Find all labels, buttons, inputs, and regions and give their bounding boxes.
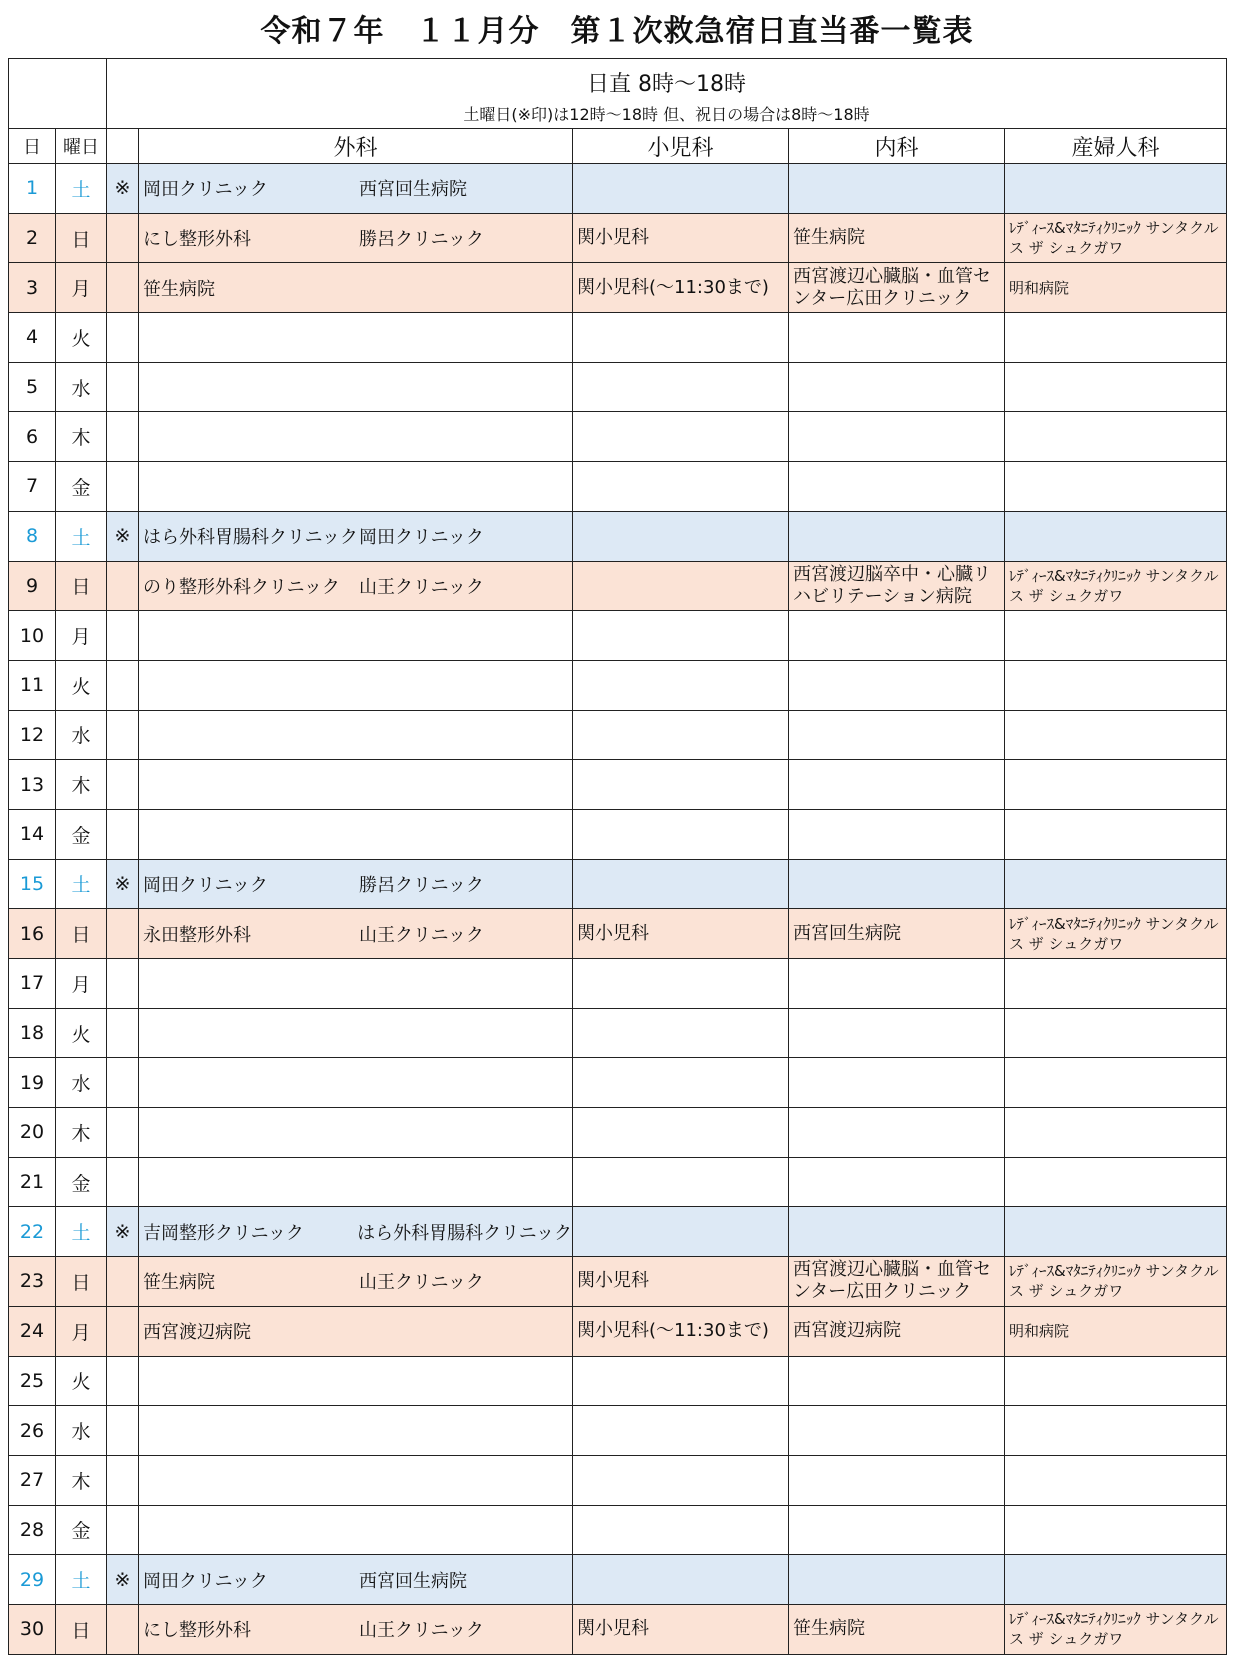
table-row — [9, 213, 1227, 263]
saturday-mark — [107, 809, 139, 859]
surgery-cell — [139, 1555, 573, 1605]
weekday: 月 — [56, 263, 107, 313]
pediatrics-cell — [573, 1505, 789, 1555]
pediatrics-cell — [573, 660, 789, 710]
day-number: 13 — [9, 760, 56, 810]
obgyn-cell — [1005, 1555, 1227, 1605]
weekday: 月 — [56, 959, 107, 1009]
surgery-cell — [139, 1257, 573, 1307]
pediatrics-cell — [573, 313, 789, 363]
internal-cell — [789, 660, 1005, 710]
saturday-mark — [107, 959, 139, 1009]
surgery-clinic-1: 永田整形外科 — [143, 924, 251, 946]
header-day: 日 — [9, 129, 56, 164]
table-row — [9, 1157, 1227, 1207]
internal-cell — [789, 959, 1005, 1009]
surgery-clinic-2: はら外科胃腸科クリニック — [357, 1222, 572, 1244]
surgery-cell — [139, 611, 573, 661]
table-row — [9, 561, 1227, 611]
surgery-clinic-1: 笹生病院 — [143, 278, 215, 300]
obgyn-cell: ﾚﾃﾞｨｰｽ&ﾏﾀﾆﾃｨｸﾘﾆｯｸ サンタクルス ザ シュクガワ — [1005, 1257, 1227, 1307]
day-number: 12 — [9, 710, 56, 760]
obgyn-cell — [1005, 462, 1227, 512]
day-number: 19 — [9, 1058, 56, 1108]
day-number: 1 — [9, 164, 56, 214]
pediatrics-cell: 関小児科 — [573, 213, 789, 263]
header-surgery: 外科 — [139, 129, 573, 164]
day-number: 6 — [9, 412, 56, 462]
surgery-clinic-2: 山王クリニック — [359, 924, 484, 946]
internal-cell: 西宮渡辺心臓脳・血管センター広田クリニック — [789, 263, 1005, 313]
pediatrics-cell — [573, 959, 789, 1009]
day-number: 7 — [9, 462, 56, 512]
header-internal: 内科 — [789, 129, 1005, 164]
surgery-clinic-2: 岡田クリニック — [359, 527, 484, 549]
surgery-cell — [139, 1406, 573, 1456]
day-number: 18 — [9, 1008, 56, 1058]
saturday-mark — [107, 1008, 139, 1058]
table-row — [9, 164, 1227, 214]
weekday: 土 — [56, 1207, 107, 1257]
table-row — [9, 1505, 1227, 1555]
weekday: 木 — [56, 1455, 107, 1505]
obgyn-cell — [1005, 412, 1227, 462]
surgery-cell — [139, 1505, 573, 1555]
day-number: 20 — [9, 1108, 56, 1158]
surgery-cell — [139, 462, 573, 512]
saturday-mark — [107, 1157, 139, 1207]
table-row — [9, 313, 1227, 363]
saturday-mark — [107, 1058, 139, 1108]
saturday-mark — [107, 213, 139, 263]
surgery-cell — [139, 1356, 573, 1406]
saturday-mark — [107, 462, 139, 512]
pediatrics-cell — [573, 1207, 789, 1257]
day-number: 11 — [9, 660, 56, 710]
internal-cell — [789, 760, 1005, 810]
day-number: 10 — [9, 611, 56, 661]
obgyn-cell: 明和病院 — [1005, 1306, 1227, 1356]
day-number: 22 — [9, 1207, 56, 1257]
surgery-cell — [139, 263, 573, 313]
pediatrics-cell — [573, 809, 789, 859]
pediatrics-cell — [573, 1455, 789, 1505]
weekday: 日 — [56, 1604, 107, 1654]
pediatrics-cell: 関小児科 — [573, 1257, 789, 1307]
header-pediatrics: 小児科 — [573, 129, 789, 164]
weekday: 日 — [56, 213, 107, 263]
surgery-cell — [139, 213, 573, 263]
duty-schedule-table — [8, 58, 1227, 1655]
pediatrics-cell: 関小児科(～11:30まで) — [573, 1306, 789, 1356]
table-row — [9, 859, 1227, 909]
surgery-clinic-2: 山王クリニック — [359, 576, 484, 598]
pediatrics-cell — [573, 561, 789, 611]
weekday: 日 — [56, 1257, 107, 1307]
day-number: 26 — [9, 1406, 56, 1456]
obgyn-cell — [1005, 959, 1227, 1009]
weekday: 火 — [56, 1008, 107, 1058]
surgery-cell — [139, 710, 573, 760]
internal-cell: 西宮渡辺病院 — [789, 1306, 1005, 1356]
table-row — [9, 611, 1227, 661]
surgery-clinic-1: 西宮渡辺病院 — [143, 1322, 251, 1344]
surgery-cell — [139, 313, 573, 363]
saturday-mark — [107, 1406, 139, 1456]
saturday-mark — [107, 1455, 139, 1505]
weekday: 火 — [56, 1356, 107, 1406]
weekday: 水 — [56, 1058, 107, 1108]
pediatrics-cell — [573, 859, 789, 909]
weekday: 月 — [56, 1306, 107, 1356]
saturday-mark — [107, 1505, 139, 1555]
table-row — [9, 511, 1227, 561]
surgery-clinic-1: 笹生病院 — [143, 1272, 215, 1294]
internal-cell — [789, 1157, 1005, 1207]
pediatrics-cell — [573, 1058, 789, 1108]
table-row — [9, 760, 1227, 810]
weekday: 火 — [56, 313, 107, 363]
saturday-mark — [107, 909, 139, 959]
internal-cell — [789, 362, 1005, 412]
obgyn-cell — [1005, 1008, 1227, 1058]
pediatrics-cell — [573, 511, 789, 561]
table-row — [9, 809, 1227, 859]
corner-cell — [9, 59, 107, 129]
hours-main: 日直 8時～18時 — [587, 71, 747, 97]
internal-cell: 笹生病院 — [789, 1604, 1005, 1654]
obgyn-cell — [1005, 859, 1227, 909]
weekday: 金 — [56, 809, 107, 859]
obgyn-cell: ﾚﾃﾞｨｰｽ&ﾏﾀﾆﾃｨｸﾘﾆｯｸ サンタクルス ザ シュクガワ — [1005, 909, 1227, 959]
table-row — [9, 1008, 1227, 1058]
surgery-cell — [139, 1455, 573, 1505]
surgery-cell — [139, 859, 573, 909]
table-row — [9, 1604, 1227, 1654]
table-row — [9, 1058, 1227, 1108]
saturday-mark — [107, 263, 139, 313]
obgyn-cell — [1005, 511, 1227, 561]
surgery-cell — [139, 1008, 573, 1058]
day-number: 3 — [9, 263, 56, 313]
surgery-cell — [139, 1058, 573, 1108]
surgery-cell — [139, 1207, 573, 1257]
day-number: 9 — [9, 561, 56, 611]
saturday-mark — [107, 760, 139, 810]
obgyn-cell: ﾚﾃﾞｨｰｽ&ﾏﾀﾆﾃｨｸﾘﾆｯｸ サンタクルス ザ シュクガワ — [1005, 213, 1227, 263]
internal-cell — [789, 710, 1005, 760]
weekday: 金 — [56, 1157, 107, 1207]
table-row — [9, 710, 1227, 760]
header-mark — [107, 129, 139, 164]
saturday-mark — [107, 1604, 139, 1654]
saturday-mark — [107, 362, 139, 412]
surgery-cell — [139, 1108, 573, 1158]
pediatrics-cell: 関小児科 — [573, 1604, 789, 1654]
day-number: 28 — [9, 1505, 56, 1555]
saturday-mark — [107, 611, 139, 661]
saturday-mark — [107, 1108, 139, 1158]
table-row — [9, 909, 1227, 959]
pediatrics-cell — [573, 1008, 789, 1058]
saturday-mark — [107, 1257, 139, 1307]
internal-cell — [789, 1455, 1005, 1505]
table-row — [9, 1306, 1227, 1356]
pediatrics-cell — [573, 164, 789, 214]
pediatrics-cell — [573, 611, 789, 661]
internal-cell — [789, 1108, 1005, 1158]
obgyn-cell — [1005, 1108, 1227, 1158]
saturday-mark — [107, 1306, 139, 1356]
weekday: 水 — [56, 710, 107, 760]
pediatrics-cell: 関小児科 — [573, 909, 789, 959]
internal-cell: 西宮回生病院 — [789, 909, 1005, 959]
surgery-cell — [139, 511, 573, 561]
surgery-cell — [139, 1604, 573, 1654]
internal-cell — [789, 511, 1005, 561]
internal-cell: 西宮渡辺心臓脳・血管センター広田クリニック — [789, 1257, 1005, 1307]
surgery-clinic-2: 西宮回生病院 — [359, 179, 467, 201]
obgyn-cell — [1005, 710, 1227, 760]
pediatrics-cell — [573, 412, 789, 462]
internal-cell — [789, 1356, 1005, 1406]
surgery-clinic-1: にし整形外科 — [143, 1620, 251, 1642]
day-number: 2 — [9, 213, 56, 263]
pediatrics-cell — [573, 362, 789, 412]
weekday: 土 — [56, 859, 107, 909]
saturday-mark: ※ — [107, 511, 139, 561]
pediatrics-cell: 関小児科(～11:30まで) — [573, 263, 789, 313]
weekday: 木 — [56, 1108, 107, 1158]
surgery-clinic-1: のり整形外科クリニック — [143, 576, 340, 598]
header-obgyn: 産婦人科 — [1005, 129, 1227, 164]
internal-cell — [789, 809, 1005, 859]
saturday-mark — [107, 313, 139, 363]
table-row — [9, 1406, 1227, 1456]
internal-cell: 西宮渡辺脳卒中・心臓リハビリテーション病院 — [789, 561, 1005, 611]
table-row — [9, 1455, 1227, 1505]
obgyn-cell — [1005, 660, 1227, 710]
internal-cell — [789, 611, 1005, 661]
header-weekday: 曜日 — [56, 129, 107, 164]
pediatrics-cell — [573, 760, 789, 810]
internal-cell — [789, 462, 1005, 512]
day-number: 29 — [9, 1555, 56, 1605]
saturday-mark: ※ — [107, 1207, 139, 1257]
surgery-clinic-2: 勝呂クリニック — [359, 229, 484, 251]
obgyn-cell — [1005, 1505, 1227, 1555]
saturday-mark — [107, 710, 139, 760]
weekday: 火 — [56, 660, 107, 710]
surgery-cell — [139, 164, 573, 214]
obgyn-cell: ﾚﾃﾞｨｰｽ&ﾏﾀﾆﾃｨｸﾘﾆｯｸ サンタクルス ザ シュクガワ — [1005, 1604, 1227, 1654]
pediatrics-cell — [573, 1356, 789, 1406]
hours-banner — [107, 59, 1227, 129]
surgery-cell — [139, 362, 573, 412]
table-row — [9, 959, 1227, 1009]
internal-cell — [789, 1207, 1005, 1257]
pediatrics-cell — [573, 462, 789, 512]
table-row — [9, 462, 1227, 512]
internal-cell — [789, 859, 1005, 909]
obgyn-cell — [1005, 313, 1227, 363]
pediatrics-cell — [573, 1555, 789, 1605]
surgery-cell — [139, 809, 573, 859]
obgyn-cell — [1005, 1406, 1227, 1456]
obgyn-cell — [1005, 1157, 1227, 1207]
table-row — [9, 1555, 1227, 1605]
obgyn-cell — [1005, 809, 1227, 859]
surgery-cell — [139, 660, 573, 710]
saturday-mark — [107, 1356, 139, 1406]
pediatrics-cell — [573, 1157, 789, 1207]
weekday: 土 — [56, 511, 107, 561]
surgery-cell — [139, 959, 573, 1009]
surgery-cell — [139, 412, 573, 462]
day-number: 24 — [9, 1306, 56, 1356]
day-number: 30 — [9, 1604, 56, 1654]
day-number: 14 — [9, 809, 56, 859]
surgery-clinic-1: 岡田クリニック — [143, 179, 268, 201]
surgery-clinic-1: 岡田クリニック — [143, 1570, 268, 1592]
obgyn-cell — [1005, 1058, 1227, 1108]
surgery-clinic-1: にし整形外科 — [143, 229, 251, 251]
weekday: 日 — [56, 561, 107, 611]
weekday: 土 — [56, 164, 107, 214]
pediatrics-cell — [573, 710, 789, 760]
day-number: 23 — [9, 1257, 56, 1307]
internal-cell — [789, 1058, 1005, 1108]
hours-note: 土曜日(※印)は12時～18時 但、祝日の場合は8時～18時 — [463, 104, 870, 124]
internal-cell — [789, 412, 1005, 462]
surgery-clinic-1: はら外科胃腸科クリニック — [143, 527, 358, 549]
obgyn-cell — [1005, 1356, 1227, 1406]
day-number: 16 — [9, 909, 56, 959]
day-number: 17 — [9, 959, 56, 1009]
saturday-mark — [107, 660, 139, 710]
surgery-clinic-2: 勝呂クリニック — [359, 874, 484, 896]
obgyn-cell — [1005, 1207, 1227, 1257]
weekday: 日 — [56, 909, 107, 959]
table-row — [9, 660, 1227, 710]
surgery-cell — [139, 909, 573, 959]
day-number: 8 — [9, 511, 56, 561]
saturday-mark — [107, 412, 139, 462]
weekday: 水 — [56, 362, 107, 412]
internal-cell — [789, 1406, 1005, 1456]
internal-cell — [789, 1505, 1005, 1555]
table-row — [9, 263, 1227, 313]
surgery-clinic-1: 岡田クリニック — [143, 874, 268, 896]
weekday: 木 — [56, 412, 107, 462]
day-number: 25 — [9, 1356, 56, 1406]
surgery-cell — [139, 1306, 573, 1356]
weekday: 木 — [56, 760, 107, 810]
table-row — [9, 1356, 1227, 1406]
internal-cell — [789, 1555, 1005, 1605]
day-number: 21 — [9, 1157, 56, 1207]
weekday: 土 — [56, 1555, 107, 1605]
internal-cell — [789, 164, 1005, 214]
weekday: 金 — [56, 462, 107, 512]
surgery-clinic-1: 吉岡整形クリニック — [143, 1222, 304, 1244]
table-row — [9, 1207, 1227, 1257]
surgery-clinic-2: 西宮回生病院 — [359, 1570, 467, 1592]
pediatrics-cell — [573, 1108, 789, 1158]
page-title: 令和７年 １１月分 第１次救急宿日直当番一覧表 — [260, 14, 974, 49]
table-row — [9, 362, 1227, 412]
obgyn-cell: 明和病院 — [1005, 263, 1227, 313]
saturday-mark: ※ — [107, 164, 139, 214]
day-number: 27 — [9, 1455, 56, 1505]
table-row — [9, 412, 1227, 462]
weekday: 金 — [56, 1505, 107, 1555]
obgyn-cell — [1005, 164, 1227, 214]
obgyn-cell — [1005, 1455, 1227, 1505]
saturday-mark: ※ — [107, 1555, 139, 1605]
table-row — [9, 1257, 1227, 1307]
obgyn-cell — [1005, 611, 1227, 661]
surgery-cell — [139, 561, 573, 611]
day-number: 15 — [9, 859, 56, 909]
pediatrics-cell — [573, 1406, 789, 1456]
internal-cell — [789, 1008, 1005, 1058]
surgery-clinic-2: 山王クリニック — [359, 1272, 484, 1294]
obgyn-cell: ﾚﾃﾞｨｰｽ&ﾏﾀﾆﾃｨｸﾘﾆｯｸ サンタクルス ザ シュクガワ — [1005, 561, 1227, 611]
day-number: 5 — [9, 362, 56, 412]
saturday-mark — [107, 561, 139, 611]
weekday: 月 — [56, 611, 107, 661]
surgery-cell — [139, 1157, 573, 1207]
table-row — [9, 1108, 1227, 1158]
obgyn-cell — [1005, 760, 1227, 810]
surgery-clinic-2: 山王クリニック — [359, 1620, 484, 1642]
internal-cell — [789, 313, 1005, 363]
weekday: 水 — [56, 1406, 107, 1456]
saturday-mark: ※ — [107, 859, 139, 909]
internal-cell: 笹生病院 — [789, 213, 1005, 263]
surgery-cell — [139, 760, 573, 810]
obgyn-cell — [1005, 362, 1227, 412]
day-number: 4 — [9, 313, 56, 363]
